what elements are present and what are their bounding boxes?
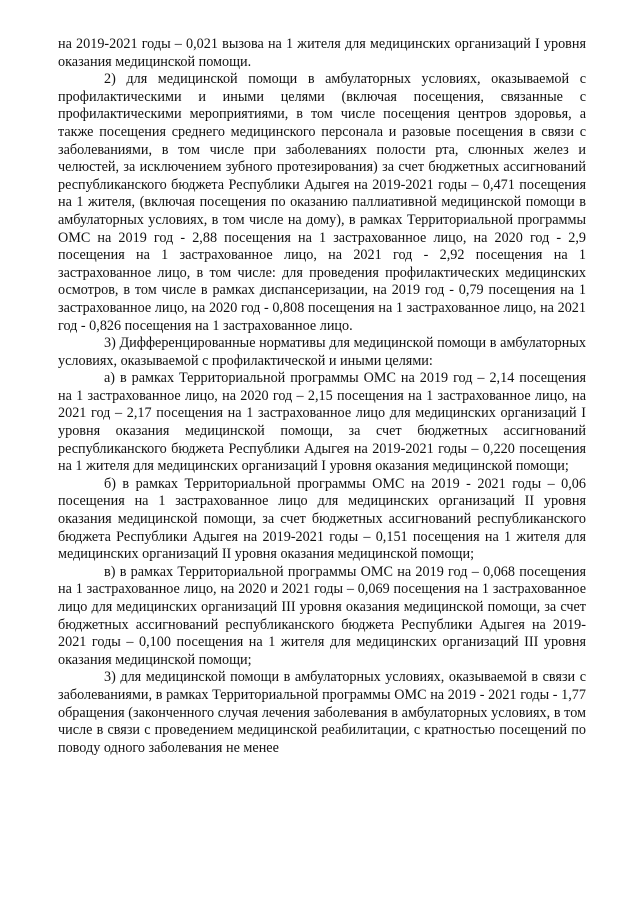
- paragraph-item-3-heading: 3) Дифференцированные нормативы для медицинской помощи в амбулаторных условиях, оказываемой с профилактической и иными целями:: [58, 335, 586, 369]
- paragraph-subitem-a: а) в рамках Территориальной программы ОМС на 2019 год – 2,14 посещения на 1 застрахованное лицо, на 2020 год – 2,15 посещения на 1 застрахованное лицо, на 2021 год – 2,17 посещения на 1 застрахованное лицо для медицинских организаций I уровня оказания медицинской помощи, за счет бюджетных ассигнований республиканского бюджета Республики Адыгея на 2019-2021 годы – 0,220 посещения на 1 жителя для медицинских организаций I уровня оказания медицинской помощи;: [58, 370, 586, 475]
- paragraph-item-2: 2) для медицинской помощи в амбулаторных условиях, оказываемой с профилактическими и иными целями (включая посещения, связанные с профилактическими мероприятиями, в том числе посещения центров здоровья, а также посещения среднего медицинского персонала и разовые посещения в связи с заболеваниями, в том числе при заболеваниях полости рта, слюнных желез и челюстей, за исключением зубного протезирования) за счет бюджетных ассигнований республиканского бюджета Республики Адыгея на 2019-2021 годы – 0,471 посещения на 1 жителя, (включая посещения по оказанию паллиативной медицинской помощи в амбулаторных условиях, в том числе на дому), в рамках Территориальной программы ОМС на 2019 год - 2,88 посещения на 1 застрахованное лицо, на 2020 год - 2,9 посещения на 1 застрахованное лицо, на 2021 год - 2,92 посещения на 1 застрахованное лицо, в том числе: для проведения профилактических медицинских осмотров, в том числе в рамках диспансеризации, на 2019 год - 0,79 посещения на 1 застрахованное лицо, на 2020 год - 0,808 посещения на 1 застрахованное лицо, на 2021 год - 0,826 посещения на 1 застрахованное лицо.: [58, 71, 586, 334]
- paragraph-continuation: на 2019-2021 годы – 0,021 вызова на 1 жителя для медицинских организаций I уровня оказания медицинской помощи.: [58, 36, 586, 70]
- paragraph-subitem-b: б) в рамках Территориальной программы ОМС на 2019 - 2021 годы – 0,06 посещения на 1 застрахованное лицо для медицинских организаций II уровня оказания медицинской помощи, за счет бюджетных ассигнований республиканского бюджета Республики Адыгея на 2019-2021 годы – 0,151 посещения на 1 жителя для медицинских организаций II уровня оказания медицинской помощи;: [58, 475, 586, 563]
- paragraph-item-3-diseases: 3) для медицинской помощи в амбулаторных условиях, оказываемой в связи с заболеваниями, в рамках Территориальной программы ОМС на 2019 - 2021 годы - 1,77 обращения (законченного случая лечения заболевания в амбулаторных условиях, в том числе в связи с проведением медицинской реабилитации, с кратностью посещений по поводу одного заболевания не менее: [58, 669, 586, 756]
- paragraph-subitem-v: в) в рамках Территориальной программы ОМС на 2019 год – 0,068 посещения на 1 застрахованное лицо, на 2020 и 2021 годы – 0,069 посещения на 1 застрахованное лицо для медицинских организаций III уровня оказания медицинской помощи, за счет бюджетных ассигнований республиканского бюджета Республики Адыгея на 2019-2021 годы – 0,100 посещения на 1 жителя для медицинских организаций III уровня оказания медицинской помощи;: [58, 563, 586, 668]
- document-page: [58, 36, 586, 757]
